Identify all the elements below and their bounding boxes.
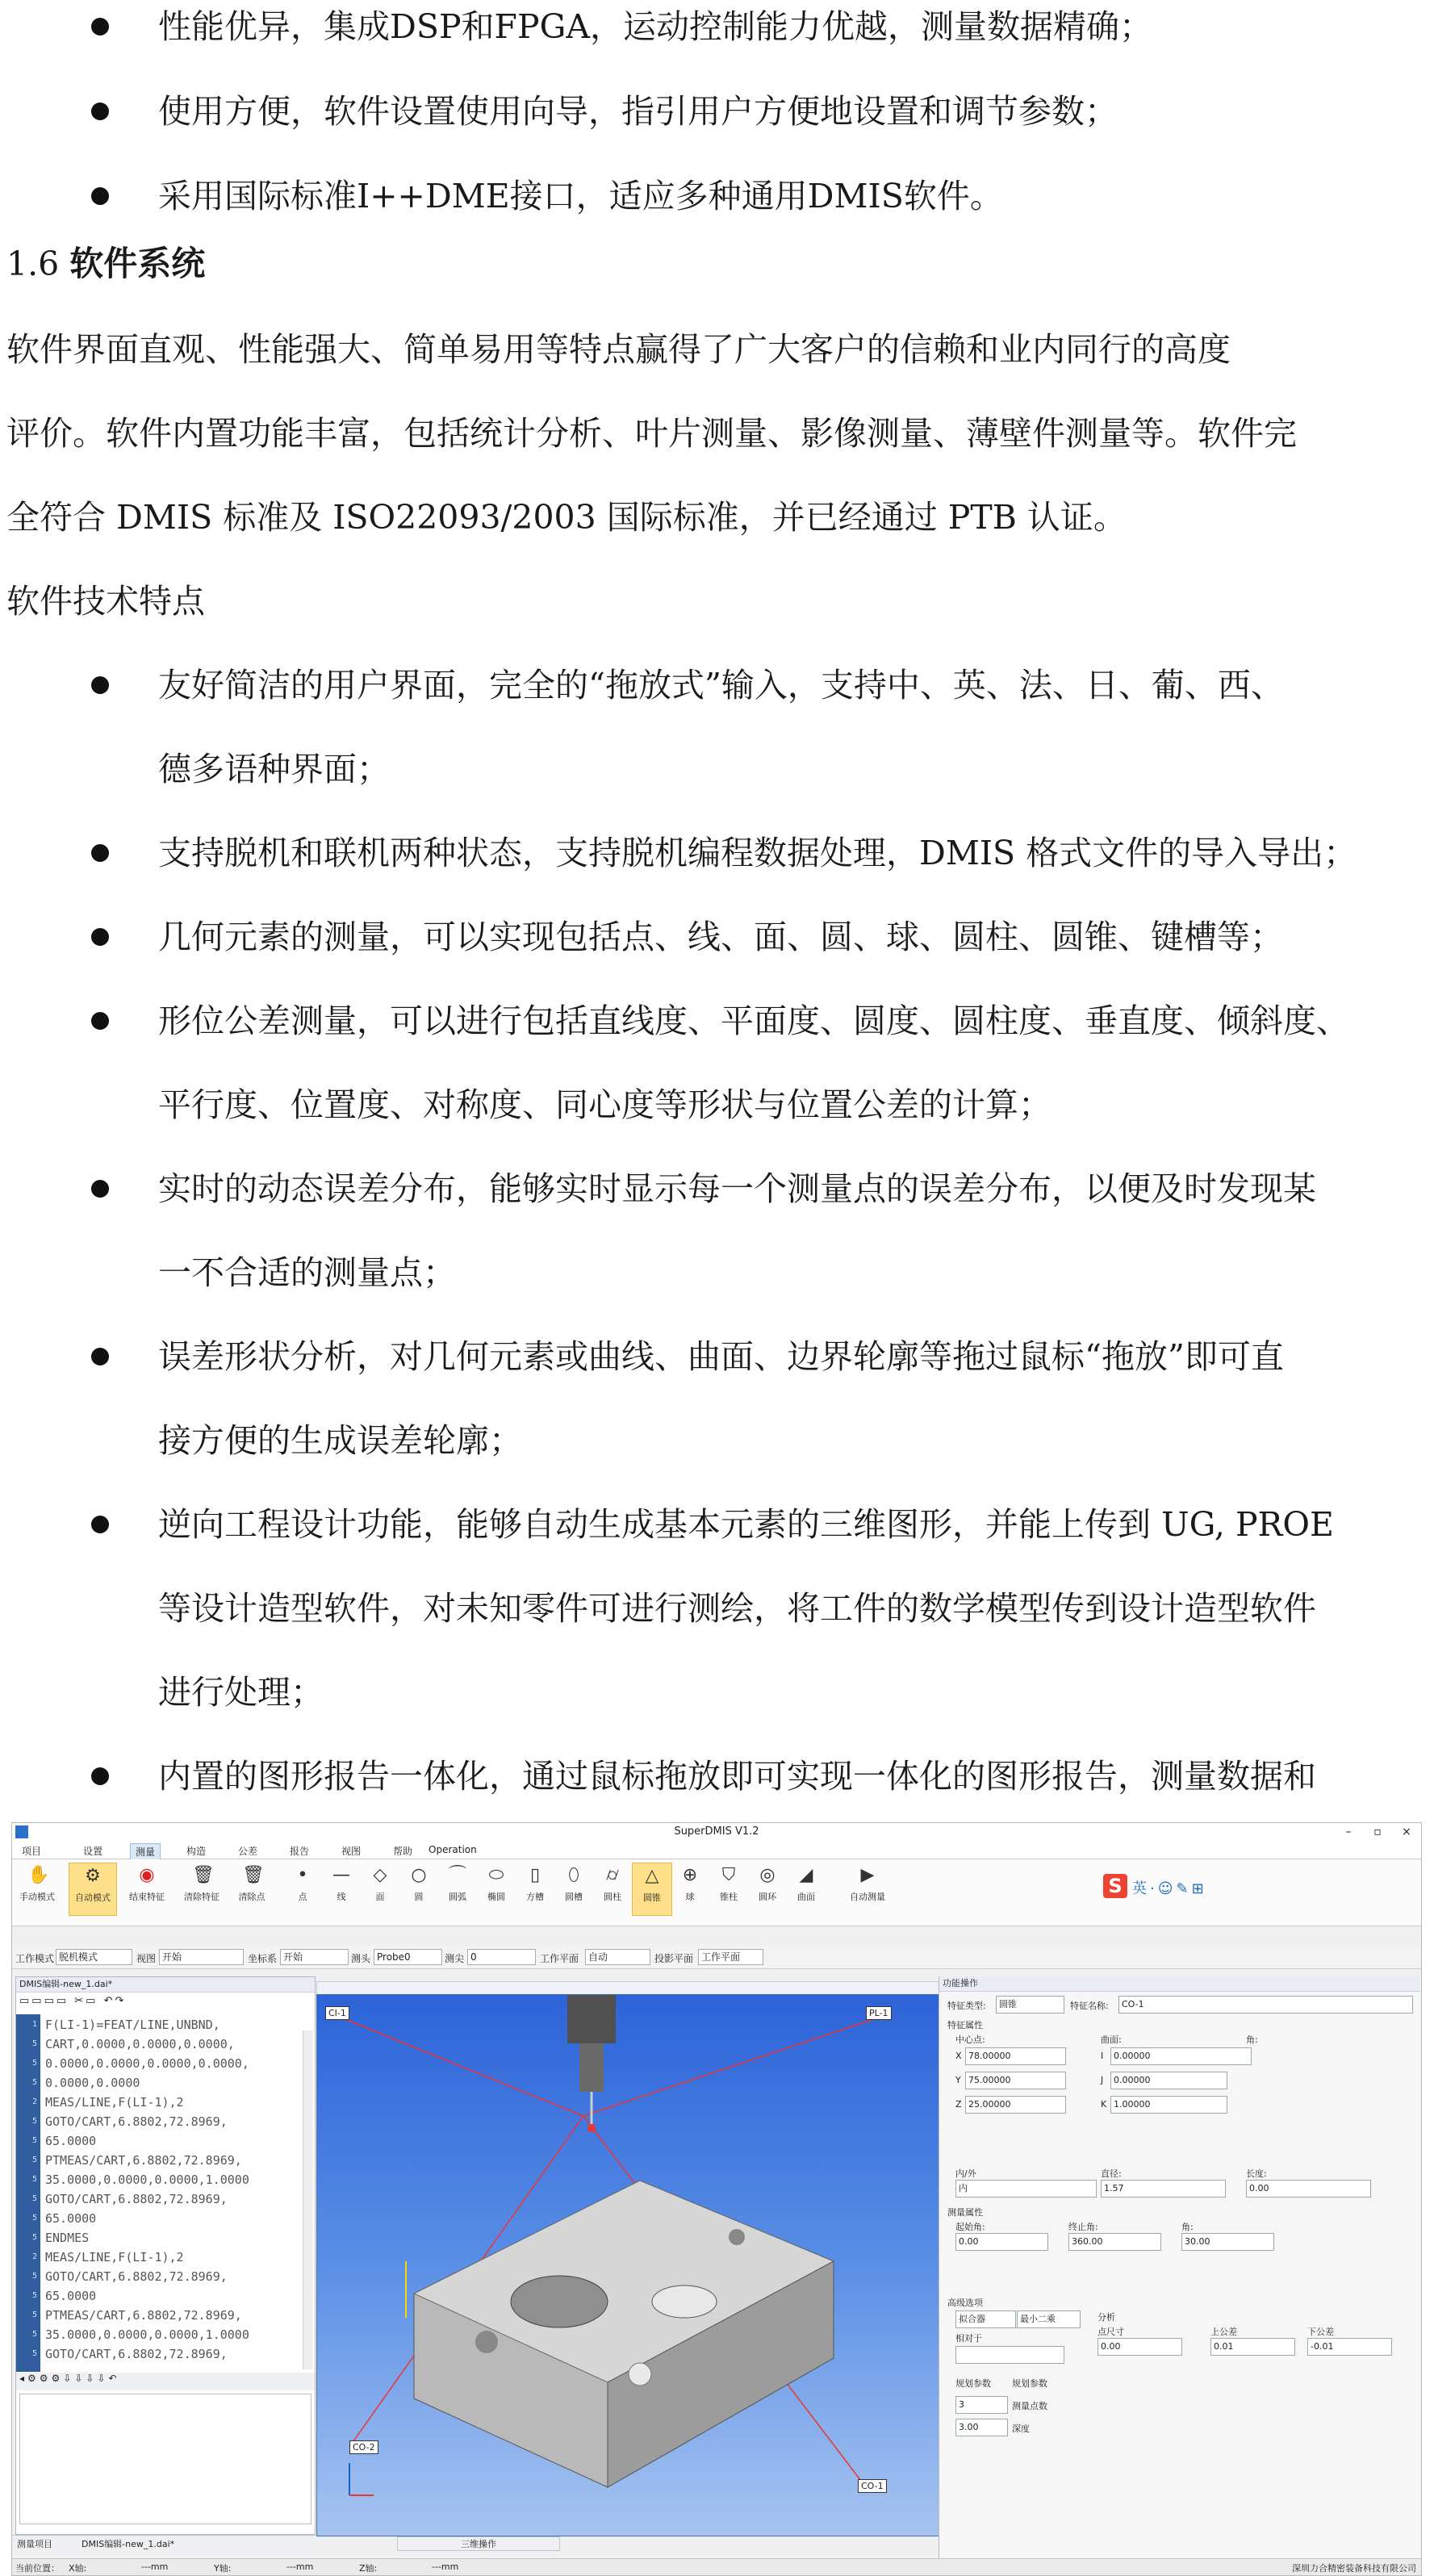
feature-bullet-8 bbox=[91, 1767, 109, 1785]
workplane-label: 工作平面 bbox=[540, 1953, 579, 1964]
line-number: 2 bbox=[31, 2097, 37, 2106]
intro-line-2: 评价。软件内置功能丰富，包括统计分析、叶片测量、影像测量、薄壁件测量等。软件完 bbox=[6, 414, 1297, 453]
ribbon-label: 方槽 bbox=[526, 1892, 544, 1902]
ribbon-torus[interactable] bbox=[748, 1863, 787, 1914]
features-heading: 软件技术特点 bbox=[6, 582, 205, 621]
code-line[interactable]: MEAS/LINE,F(LI-1),2 bbox=[45, 2095, 184, 2110]
part-bore bbox=[511, 2276, 608, 2327]
feature-type-select[interactable]: 圆锥 bbox=[996, 1996, 1064, 2014]
feature-7-line-2: 等设计造型软件，对未知零件可进行测绘，将工件的数学模型传到设计造型软件 bbox=[158, 1589, 1316, 1628]
bullet-3 bbox=[91, 187, 109, 205]
probe-select[interactable]: Probe0 bbox=[374, 1949, 442, 1965]
workplane-select[interactable]: 自动 bbox=[585, 1949, 650, 1965]
step-angle-label: 角: bbox=[1181, 2222, 1194, 2232]
ribbon-cone[interactable] bbox=[632, 1863, 672, 1916]
code-line[interactable]: CART,0.0000,0.0000,0.0000, bbox=[45, 2037, 235, 2051]
editor-scrollbar[interactable] bbox=[303, 2030, 313, 2369]
ime-logo-icon: S bbox=[1103, 1874, 1127, 1898]
coord-label: 坐标系 bbox=[248, 1953, 278, 1964]
editor-bottom-toolbar[interactable]: ◂⚙⚙⚙⇩⇩⇩⇩↶ bbox=[16, 2373, 315, 2390]
lower-tol-input[interactable]: -0.01 bbox=[1307, 2338, 1392, 2356]
code-line[interactable]: 35.0000,0.0000,0.0000,1.0000 bbox=[45, 2327, 249, 2342]
menu-report[interactable]: 报告 bbox=[290, 1846, 310, 1857]
points-count-input[interactable]: 3 bbox=[955, 2396, 1008, 2414]
code-line[interactable]: 0.0000,0.0000,0.0000,0.0000, bbox=[45, 2056, 249, 2071]
start-angle-label: 起始角: bbox=[955, 2222, 985, 2232]
feature-1-line-2: 德多语种界面； bbox=[158, 750, 390, 788]
menu-help[interactable]: 帮助 bbox=[393, 1846, 413, 1857]
end-angle-label: 终止角: bbox=[1068, 2222, 1098, 2232]
sphere-icon: ⊕ bbox=[682, 1865, 698, 1885]
feature-bullet-3 bbox=[91, 928, 109, 946]
code-area[interactable] bbox=[16, 2014, 289, 2372]
ribbon-label: 清除特征 bbox=[184, 1892, 219, 1902]
ribbon-label: 椭圆 bbox=[487, 1892, 505, 1902]
feature-bullet-5 bbox=[91, 1180, 109, 1198]
feature-3-line-1: 几何元素的测量，可以实现包括点、线、面、圆、球、圆柱、圆锥、键槽等； bbox=[158, 918, 1283, 956]
ribbon-label: 圆槽 bbox=[565, 1892, 583, 1902]
code-line[interactable]: 65.0000 bbox=[45, 2134, 97, 2148]
line-number: 5 bbox=[31, 2117, 37, 2126]
mode-select[interactable]: 脱机模式 bbox=[56, 1949, 132, 1965]
status-bar bbox=[12, 2558, 1421, 2575]
close-icon[interactable]: × bbox=[1402, 1825, 1411, 1838]
bullet-1 bbox=[91, 18, 109, 36]
ribbon-label: 结束特征 bbox=[129, 1892, 165, 1902]
bottom-tabs bbox=[12, 2535, 316, 2550]
diameter-input[interactable]: 1.57 bbox=[1101, 2180, 1226, 2198]
clear-icon: 🗑 bbox=[192, 1865, 215, 1885]
upper-tol-label: 上公差 bbox=[1210, 2327, 1237, 2337]
feature-bullet-1 bbox=[91, 676, 109, 694]
line-number: 5 bbox=[31, 2078, 37, 2087]
end-angle-input[interactable]: 360.00 bbox=[1068, 2233, 1161, 2251]
plane-icon: ◇ bbox=[373, 1865, 387, 1885]
relative-input[interactable] bbox=[955, 2346, 1064, 2364]
dmis-editor-panel bbox=[15, 1976, 316, 2535]
ribbon-line[interactable] bbox=[322, 1863, 361, 1914]
ribbon-label: 曲面 bbox=[797, 1892, 815, 1902]
cylinder-icon: ⌭ bbox=[606, 1865, 619, 1885]
upper-tol-input[interactable]: 0.01 bbox=[1210, 2338, 1295, 2356]
relative-label: 相对于 bbox=[955, 2333, 982, 2344]
center-label: 中心点: bbox=[955, 2034, 985, 2045]
ribbon-label: 圆弧 bbox=[449, 1892, 466, 1902]
line-number: 5 bbox=[31, 2233, 37, 2242]
torus-icon: ◎ bbox=[759, 1865, 776, 1885]
status-y-label: Y轴: bbox=[214, 2563, 232, 2574]
label-pl-1: PL-1 bbox=[866, 2006, 892, 2020]
status-z-value: ---mm bbox=[432, 2561, 459, 2572]
feature-name-input[interactable]: CO-1 bbox=[1118, 1996, 1413, 2014]
feature-bullet-7 bbox=[91, 1516, 109, 1533]
mode-label: 工作模式 bbox=[15, 1953, 55, 1964]
line-number: 5 bbox=[31, 2291, 37, 2300]
minimize-icon[interactable]: – bbox=[1345, 1825, 1352, 1838]
ribbon-label: 线 bbox=[337, 1892, 346, 1902]
code-line[interactable]: 65.0000 bbox=[45, 2211, 97, 2226]
app-icon bbox=[15, 1825, 28, 1838]
projection-select[interactable]: 工作平面 bbox=[698, 1949, 763, 1965]
ribbon-clear-feature[interactable] bbox=[178, 1863, 225, 1914]
feature-6-line-2: 接方便的生成误差轮廓； bbox=[158, 1421, 522, 1460]
code-line[interactable]: F(LI-1)=FEAT/LINE,UNBND, bbox=[45, 2018, 220, 2032]
menu-project[interactable]: 项目 bbox=[22, 1846, 42, 1857]
app-screenshot bbox=[11, 1822, 1422, 2576]
j-input[interactable]: 0.00000 bbox=[1110, 2072, 1227, 2089]
code-line[interactable]: MEAS/LINE,F(LI-1),2 bbox=[45, 2250, 184, 2264]
code-line[interactable]: PTMEAS/CART,6.8802,72.8969, bbox=[45, 2308, 242, 2323]
feature-4-line-1: 形位公差测量，可以进行包括直线度、平面度、圆度、圆柱度、垂直度、倾斜度、 bbox=[158, 1002, 1349, 1040]
intro-line-1: 软件界面直观、性能强大、简单易用等特点赢得了广大客户的信赖和业内同行的高度 bbox=[6, 330, 1231, 369]
ribbon-label: 自动模式 bbox=[75, 1892, 111, 1903]
probe-tip bbox=[587, 2124, 596, 2132]
surface-label: 曲面: bbox=[1101, 2034, 1122, 2045]
auto-icon: ⚙ bbox=[85, 1866, 101, 1886]
code-line[interactable]: GOTO/CART,6.8802,72.8969, bbox=[45, 2192, 228, 2206]
ribbon-ellipse[interactable] bbox=[477, 1863, 516, 1914]
app-titlebar bbox=[12, 1823, 1421, 1842]
feature-7-line-1: 逆向工程设计功能，能够自动生成基本元素的三维图形，并能上传到 UG, PROE bbox=[158, 1505, 1334, 1544]
three-d-view[interactable] bbox=[316, 1994, 939, 2536]
ribbon-slot[interactable] bbox=[516, 1863, 554, 1914]
feature-1-line-1: 友好简洁的用户界面，完全的“拖放式”输入，支持中、英、法、日、葡、西、 bbox=[158, 666, 1284, 705]
feature-2-line-1: 支持脱机和联机两种状态，支持脱机编程数据处理，DMIS 格式文件的导入导出； bbox=[158, 834, 1357, 872]
editor-toolbar-icons[interactable]: ▭▭▭▭ ✂▭ ↶↷ bbox=[19, 1995, 127, 2007]
ellipse-icon: ⬭ bbox=[488, 1865, 504, 1885]
point-size-label: 点尺寸 bbox=[1097, 2327, 1124, 2337]
start-angle-input[interactable]: 0.00 bbox=[955, 2233, 1048, 2251]
ribbon-round-slot[interactable] bbox=[554, 1863, 593, 1914]
x-input[interactable]: 78.00000 bbox=[965, 2047, 1066, 2065]
function-panel-title: 功能操作 bbox=[939, 1976, 1420, 1992]
line-number: 5 bbox=[31, 2156, 37, 2164]
step-angle-input[interactable]: 30.00 bbox=[1181, 2233, 1274, 2251]
menu-settings[interactable]: 设置 bbox=[83, 1846, 103, 1857]
feature-bullet-2 bbox=[91, 844, 109, 862]
ribbon-label: 锥柱 bbox=[720, 1892, 738, 1902]
app-title: SuperDMIS V1.2 bbox=[674, 1825, 759, 1838]
view-label: 视图 bbox=[136, 1953, 157, 1964]
ribbon-manual-mode[interactable] bbox=[14, 1863, 61, 1914]
measure-props-label: 测量属性 bbox=[947, 2207, 983, 2218]
ribbon-point[interactable] bbox=[283, 1863, 322, 1914]
line-icon: — bbox=[332, 1865, 350, 1885]
section-heading bbox=[6, 242, 205, 286]
status-z-label: Z轴: bbox=[359, 2563, 378, 2574]
bullet-text-1: 性能优异，集成DSP和FPGA，运动控制能力优越，测量数据精确； bbox=[158, 7, 1152, 46]
code-line[interactable]: 65.0000 bbox=[45, 2289, 97, 2303]
ribbon-clear-point[interactable] bbox=[228, 1863, 275, 1914]
probe-label: 测头 bbox=[351, 1953, 371, 1964]
view-select[interactable]: 开始 bbox=[159, 1949, 244, 1965]
ribbon-label: 圆柱 bbox=[604, 1892, 621, 1902]
tab-measure-project[interactable]: 测量项目 bbox=[17, 2539, 52, 2549]
ribbon-label: 面 bbox=[375, 1892, 385, 1902]
editor-title: DMIS编辑-new_1.dai* bbox=[16, 1977, 315, 1993]
label-ci-1: CI-1 bbox=[325, 2006, 349, 2020]
line-number: 5 bbox=[31, 2175, 37, 2184]
i-input[interactable]: 0.00000 bbox=[1110, 2047, 1252, 2065]
ribbon-label: 球 bbox=[685, 1892, 695, 1902]
point-icon: • bbox=[297, 1865, 308, 1885]
code-line[interactable]: GOTO/CART,6.8802,72.8969, bbox=[45, 2269, 228, 2284]
k-input[interactable]: 1.00000 bbox=[1110, 2096, 1227, 2114]
points-count-label: 测量点数 bbox=[1012, 2401, 1047, 2411]
lower-tol-label: 下公差 bbox=[1307, 2327, 1334, 2337]
hand-icon: ✋ bbox=[27, 1865, 50, 1885]
ribbon-label: 点 bbox=[298, 1892, 307, 1902]
coord-select[interactable]: 开始 bbox=[280, 1949, 349, 1965]
inout-label: 内/外 bbox=[955, 2168, 976, 2179]
line-number: 5 bbox=[31, 2136, 37, 2145]
status-y-value: ---mm bbox=[286, 2561, 314, 2572]
line-number: 5 bbox=[31, 2310, 37, 2319]
part-hole bbox=[729, 2229, 745, 2245]
ime-toolbar-icons: 英·☺✎⊞ bbox=[1132, 1880, 1207, 1897]
line-number: 2 bbox=[31, 2252, 37, 2261]
z-input[interactable]: 25.00000 bbox=[965, 2096, 1066, 2114]
feature-name-label: 特征名称: bbox=[1070, 2001, 1109, 2011]
arc-icon: ⌒ bbox=[448, 1865, 466, 1885]
tab-dmis-editor[interactable]: DMIS编辑-new_1.dai* bbox=[82, 2539, 175, 2549]
ribbon-auto-mode[interactable] bbox=[69, 1863, 117, 1916]
cone-icon: △ bbox=[645, 1866, 659, 1886]
ribbon-label: 圆 bbox=[414, 1892, 424, 1902]
settings-toolbar bbox=[12, 1946, 1421, 1969]
status-position-label: 当前位置： bbox=[15, 2563, 60, 2574]
angle-label: 角: bbox=[1246, 2034, 1258, 2045]
ribbon-label: 圆锥 bbox=[643, 1892, 661, 1903]
feature-8-line-1: 内置的图形报告一体化，通过鼠标拖放即可实现一体化的图形报告，测量数据和 bbox=[158, 1757, 1316, 1796]
function-panel: 功能操作 特征类型: 圆锥 特征名称: CO-1 特征属性 中心点: 曲面: 角: X 78.00000 I 0.00000 Y 75.00000 J 0.00000 Z 25.00000 K 1.00000 内/外 内 直径: 1.57 长度: 0.00 测量属性 起始角: 0.00 终止角: 360.00 角: 30.00 高级选项 拟合器 最小二乘 相对于 分析 点尺寸 0.00 上公差 0.01 下公差 -0.01 规划参数 规划参数 3 测量点数 3.00 深度 bbox=[939, 1976, 1420, 2574]
view-tab[interactable]: 三维操作 bbox=[397, 2536, 560, 2551]
code-line[interactable]: PTMEAS/CART,6.8802,72.8969, bbox=[45, 2153, 242, 2168]
slot-icon: ▯ bbox=[529, 1865, 541, 1885]
diameter-label: 直径: bbox=[1101, 2168, 1122, 2179]
measured-hole bbox=[652, 2285, 717, 2318]
line-number: 5 bbox=[31, 2330, 37, 2339]
part-sphere bbox=[629, 2363, 651, 2386]
status-x-label: X轴: bbox=[69, 2563, 87, 2574]
line-number: 5 bbox=[31, 2059, 37, 2068]
status-x-value: ---mm bbox=[141, 2561, 169, 2572]
section-title: 软件系统 bbox=[69, 244, 206, 283]
menu-measure[interactable]: 测量 bbox=[130, 1843, 161, 1860]
ribbon-plane[interactable] bbox=[361, 1863, 399, 1914]
length-input[interactable]: 0.00 bbox=[1246, 2180, 1371, 2198]
ribbon-end-feature[interactable] bbox=[123, 1863, 170, 1914]
cone-cyl-icon: ⛉ bbox=[721, 1865, 736, 1885]
ribbon-circle[interactable] bbox=[399, 1863, 438, 1914]
feature-bullet-6 bbox=[91, 1348, 109, 1365]
output-area[interactable] bbox=[19, 2394, 311, 2524]
analysis-label: 分析 bbox=[1097, 2312, 1115, 2323]
point-size-input[interactable]: 0.00 bbox=[1097, 2338, 1182, 2356]
round-slot-icon: ⬯ bbox=[568, 1865, 579, 1885]
inout-select[interactable]: 内 bbox=[955, 2180, 1097, 2198]
ribbon-arc[interactable] bbox=[438, 1863, 477, 1914]
feature-type-label: 特征类型: bbox=[947, 2001, 986, 2011]
code-line[interactable]: 35.0000,0.0000,0.0000,1.0000 bbox=[45, 2172, 249, 2187]
depth-input[interactable]: 3.00 bbox=[955, 2419, 1008, 2436]
plan-tab-2[interactable]: 规划参数 bbox=[1012, 2378, 1047, 2389]
bullet-text-2: 使用方便，软件设置使用向导，指引用户方便地设置和调节参数； bbox=[158, 92, 1118, 131]
feature-4-line-2: 平行度、位置度、对称度、同心度等形状与位置公差的计算； bbox=[158, 1085, 1051, 1124]
feature-5-line-1: 实时的动态误差分布，能够实时显示每一个测量点的误差分布，以便及时发现某 bbox=[158, 1169, 1316, 1208]
line-number: 5 bbox=[31, 2194, 37, 2203]
menu-construct[interactable]: 构造 bbox=[186, 1846, 207, 1857]
maximize-icon[interactable]: ▫ bbox=[1373, 1825, 1382, 1838]
feature-6-line-1: 误差形状分析，对几何元素或曲线、曲面、边界轮廓等拖过鼠标“拖放”即可直 bbox=[158, 1337, 1284, 1376]
projection-label: 投影平面 bbox=[654, 1953, 694, 1964]
ribbon-label: 清除点 bbox=[238, 1892, 265, 1902]
menu-bar bbox=[12, 1841, 1421, 1859]
ribbon-label: 圆环 bbox=[759, 1892, 776, 1902]
ribbon-sphere[interactable] bbox=[671, 1863, 709, 1914]
part-hole bbox=[475, 2331, 498, 2353]
advanced-label: 高级选项 bbox=[947, 2298, 983, 2308]
circle-icon: ○ bbox=[411, 1865, 427, 1885]
label-co-2: CO-2 bbox=[349, 2440, 378, 2454]
code-line[interactable]: GOTO/CART,6.8802,72.8969, bbox=[45, 2114, 228, 2129]
surface-icon: ◢ bbox=[799, 1865, 813, 1885]
menu-view[interactable]: 视图 bbox=[341, 1846, 362, 1857]
intro-line-3: 全符合 DMIS 标准及 ISO22093/2003 国际标准，并已经通过 PTB 认证。 bbox=[6, 498, 1127, 537]
line-number: 5 bbox=[31, 2349, 37, 2358]
menu-operation[interactable]: Operation bbox=[429, 1844, 477, 1855]
depth-label: 深度 bbox=[1012, 2423, 1030, 2434]
status-company: 深圳力合精密装备科技有限公司 bbox=[1292, 2563, 1416, 2574]
stop-icon: ◉ bbox=[139, 1865, 155, 1885]
measure-line bbox=[325, 2011, 583, 2116]
length-label: 长度: bbox=[1246, 2168, 1267, 2179]
clear-point-icon: 🗑 bbox=[242, 1865, 265, 1885]
ribbon-label: 自动测量 bbox=[850, 1892, 885, 1902]
feature-5-line-2: 一不合适的测量点； bbox=[158, 1253, 456, 1292]
ribbon-auto-measure[interactable] bbox=[843, 1863, 892, 1914]
line-number: 1 bbox=[31, 2020, 37, 2029]
ribbon-toolbar bbox=[12, 1859, 1421, 1926]
tip-label: 测尖 bbox=[445, 1953, 465, 1964]
eval-method-select[interactable]: 最小二乘 bbox=[1017, 2310, 1081, 2328]
line-number: 5 bbox=[31, 2214, 37, 2223]
ribbon-cylinder[interactable] bbox=[593, 1863, 632, 1914]
section-number: 1.6 bbox=[6, 245, 60, 283]
auto-measure-icon: ▶ bbox=[860, 1865, 875, 1885]
feature-7-line-3: 进行处理； bbox=[158, 1673, 324, 1712]
measure-line bbox=[583, 2019, 874, 2116]
tip-select[interactable]: 0 bbox=[467, 1949, 536, 1965]
part-model bbox=[317, 1995, 939, 2536]
feature-props-label: 特征属性 bbox=[947, 2020, 983, 2030]
label-co-1: CO-1 bbox=[858, 2479, 887, 2493]
line-number: 5 bbox=[31, 2272, 37, 2281]
code-line[interactable]: 0.0000,0.0000 bbox=[45, 2076, 140, 2090]
feature-bullet-4 bbox=[91, 1012, 109, 1030]
ribbon-cone-cyl[interactable] bbox=[709, 1863, 748, 1914]
ribbon-surface[interactable] bbox=[787, 1863, 826, 1914]
plan-tab-1[interactable]: 规划参数 bbox=[955, 2378, 991, 2389]
eval-mode-select[interactable]: 拟合器 bbox=[955, 2310, 1016, 2328]
y-input[interactable]: 75.00000 bbox=[965, 2072, 1066, 2089]
probe-head bbox=[567, 1995, 616, 2043]
line-number: 5 bbox=[31, 2039, 37, 2048]
bullet-2 bbox=[91, 102, 109, 120]
ribbon-label: 手动模式 bbox=[19, 1892, 55, 1902]
bullet-text-3: 采用国际标准I++DME接口，适应多种通用DMIS软件。 bbox=[158, 177, 1003, 215]
code-line[interactable]: GOTO/CART,6.8802,72.8969, bbox=[45, 2347, 228, 2361]
menu-tolerance[interactable]: 公差 bbox=[238, 1846, 258, 1857]
code-line[interactable]: ENDMES bbox=[45, 2231, 90, 2245]
